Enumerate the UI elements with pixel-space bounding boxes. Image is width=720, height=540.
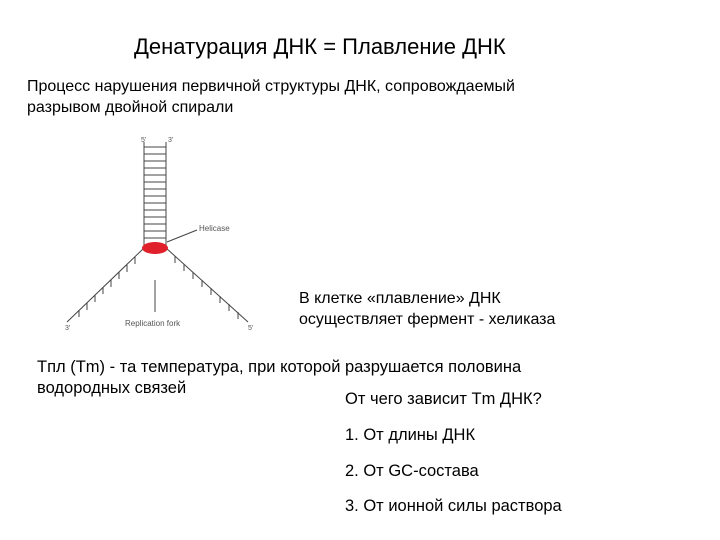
enzyme-text — [299, 288, 555, 330]
tm-question: От чего зависит Tm ДНК? — [345, 390, 542, 408]
label-5-top: 5' — [141, 137, 147, 144]
right-strand-ticks — [175, 256, 238, 319]
enzyme-line-1: В клетке «плавление» ДНК — [299, 290, 501, 307]
label-5-right: 5' — [248, 325, 254, 332]
fork-label: Replication fork — [125, 319, 181, 328]
helicase-label: Helicase — [199, 224, 230, 233]
helicase-enzyme — [142, 242, 168, 254]
right-strand — [166, 248, 248, 322]
helicase-pointer — [167, 230, 197, 242]
label-3-top: 3' — [168, 137, 174, 144]
intro-text — [27, 76, 647, 118]
enzyme-line-2: осуществляет фермент - хеликаза — [299, 311, 556, 328]
slide-title: Денатурация ДНК = Плавление ДНК — [134, 34, 506, 59]
intro-line-2: разрывом двойной спирали — [27, 99, 234, 116]
factor-item: 1. От длины ДНК — [345, 426, 476, 444]
replication-fork-diagram — [55, 130, 275, 340]
base-pair-rungs — [144, 147, 166, 238]
tm-line-2: водородных связей — [37, 379, 187, 397]
left-strand-ticks — [79, 257, 135, 317]
intro-line-1: Процесс нарушения первичной структуры ДНК, сопровождаемый — [27, 78, 515, 95]
factor-item: 2. От GC-состава — [345, 462, 479, 480]
tm-line-1: Tпл (Tm) - та температура, при которой разрушается половина — [37, 358, 522, 376]
label-3-left: 3' — [65, 325, 71, 332]
factor-item: 3. От ионной силы раствора — [345, 497, 562, 515]
